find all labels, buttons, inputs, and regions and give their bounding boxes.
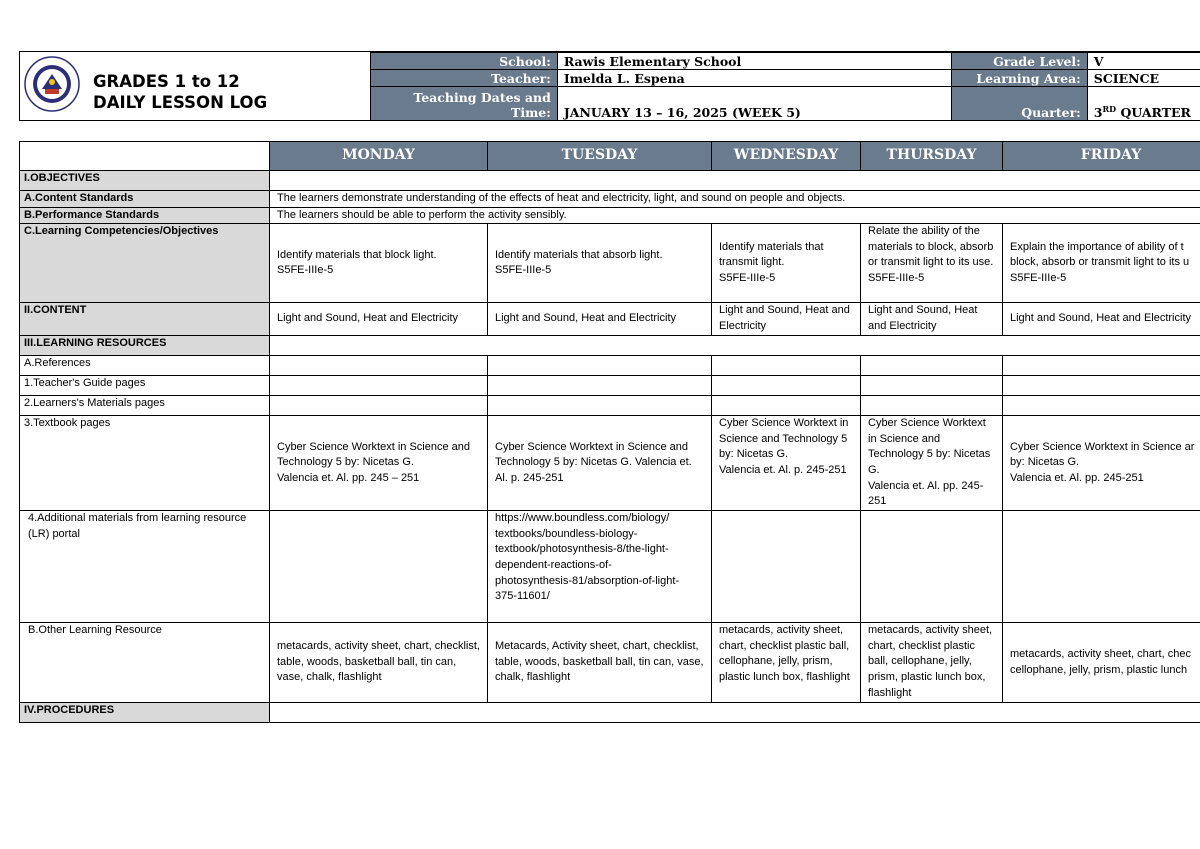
performance-standards-row <box>20 207 1200 224</box>
quarter-label: Quarter: <box>952 87 1087 121</box>
learning-area-value: SCIENCE <box>1087 70 1200 87</box>
teacher-label: Teacher: <box>371 70 558 87</box>
competency-thursday: Relate the ability of the materials to block, absorb or transmit light to its use. S5FE-IIIe-5 <box>861 224 1003 303</box>
textbook-tuesday: Cyber Science Worktext in Science and Technology 5 by: Nicetas G. Valencia et. Al. p. 245-251 <box>488 416 712 511</box>
competency-friday: Explain the importance of ability of t block, absorb or transmit light to its u S5FE-IIIe-5 <box>1003 224 1200 303</box>
other-resources-row <box>20 623 1200 703</box>
corner-cell <box>20 142 270 171</box>
additional-materials-row <box>20 511 1200 623</box>
textbook-row <box>20 416 1200 511</box>
teachers-guide-label: 1.Teacher's Guide pages <box>20 376 270 396</box>
performance-standards-label: B.Performance Standards <box>20 207 270 224</box>
references-label: A.References <box>20 356 270 376</box>
content-label: II.CONTENT <box>20 303 270 336</box>
teachers-guide-row <box>20 376 1200 396</box>
teacher-value: Imelda L. Espena <box>557 70 952 87</box>
textbook-thursday: Cyber Science Worktext in Science and Technology 5 by: Nicetas G. Valencia et. Al. pp. 245-251 <box>861 416 1003 511</box>
learning-area-label: Learning Area: <box>952 70 1087 87</box>
lesson-log-table <box>19 141 1200 723</box>
competencies-label: C.Learning Competencies/Objectives <box>20 224 270 303</box>
objectives-row <box>20 171 1200 191</box>
references-row <box>20 356 1200 376</box>
content-tuesday: Light and Sound, Heat and Electricity <box>488 303 712 336</box>
content-standards-row <box>20 191 1200 208</box>
competency-monday: Identify materials that block light. S5FE-IIIe-5 <box>270 224 488 303</box>
day-monday: MONDAY <box>270 142 488 171</box>
teaching-dates-label <box>371 87 558 121</box>
grade-level-label: Grade Level: <box>952 53 1087 70</box>
procedures-row <box>20 703 1200 723</box>
learning-resources-row <box>20 336 1200 356</box>
day-wednesday: WEDNESDAY <box>712 142 861 171</box>
day-thursday: THURSDAY <box>861 142 1003 171</box>
dll-header <box>19 51 1200 121</box>
other-resources-friday: metacards, activity sheet, chart, chec cellophane, jelly, prism, plastic lunch <box>1003 623 1200 703</box>
content-thursday: Light and Sound, Heat and Electricity <box>861 303 1003 336</box>
learners-materials-row <box>20 396 1200 416</box>
content-row <box>20 303 1200 336</box>
learning-resources-cell <box>270 336 1200 356</box>
competencies-row <box>20 224 1200 303</box>
content-friday: Light and Sound, Heat and Electricity <box>1003 303 1200 336</box>
content-wednesday: Light and Sound, Heat and Electricity <box>712 303 861 336</box>
learning-resources-label: III.LEARNING RESOURCES <box>20 336 270 356</box>
school-value: Rawis Elementary School <box>557 53 952 70</box>
textbook-wednesday: Cyber Science Worktext in Science and Technology 5 by: Nicetas G. Valencia et. Al. p. 245-251 <box>712 416 861 511</box>
objectives-label: I.OBJECTIVES <box>20 171 270 191</box>
procedures-cell <box>270 703 1200 723</box>
textbook-friday: Cyber Science Worktext in Science ar by: Nicetas G. Valencia et. Al. pp. 245-251 <box>1003 416 1200 511</box>
other-resources-label: B.Other Learning Resource <box>20 623 270 703</box>
other-resources-tuesday: Metacards, Activity sheet, chart, checklist, table, woods, basketball ball, tin can, vase, chalk, flashlight <box>488 623 712 703</box>
procedures-label: IV.PROCEDURES <box>20 703 270 723</box>
deped-seal-icon <box>24 56 80 112</box>
content-monday: Light and Sound, Heat and Electricity <box>270 303 488 336</box>
objectives-cell <box>270 171 1200 191</box>
day-header-row <box>20 142 1200 171</box>
additional-materials-tuesday-link[interactable]: https://www.boundless.com/biology/ textbooks/boundless-biology- textbook/photosynthesis-8/the-light- dependent-reactions-of- photosynthesis-81/absorption-of-light- 375-11601/ <box>488 511 712 623</box>
title-line-2: DAILY LESSON LOG <box>93 93 268 112</box>
header-info-table <box>370 52 1200 121</box>
school-label: School: <box>371 53 558 70</box>
other-resources-wednesday: metacards, activity sheet, chart, checklist plastic ball, cellophane, jelly, prism, plastic lunch box, flashlight <box>712 623 861 703</box>
textbook-label: 3.Textbook pages <box>20 416 270 511</box>
document-title <box>93 71 267 113</box>
textbook-monday: Cyber Science Worktext in Science and Technology 5 by: Nicetas G. Valencia et. Al. pp. 245 – 251 <box>270 416 488 511</box>
teaching-dates-value: JANUARY 13 – 16, 2025 (WEEK 5) <box>557 87 952 121</box>
learners-materials-label: 2.Learners's Materials pages <box>20 396 270 416</box>
title-line-1: GRADES 1 to 12 <box>93 72 240 91</box>
quarter-value: 3RD QUARTER <box>1087 87 1200 121</box>
content-standards-label: A.Content Standards <box>20 191 270 208</box>
other-resources-monday: metacards, activity sheet, chart, checklist, table, woods, basketball ball, tin can, vase, chalk, flashlight <box>270 623 488 703</box>
day-friday: FRIDAY <box>1003 142 1200 171</box>
teaching-dates-label-line-1: Teaching Dates and <box>413 90 551 105</box>
additional-materials-label: 4.Additional materials from learning resource (LR) portal <box>20 511 270 623</box>
competency-tuesday: Identify materials that absorb light. S5FE-IIIe-5 <box>488 224 712 303</box>
other-resources-thursday: metacards, activity sheet, chart, checklist plastic ball, cellophane, jelly, prism, plastic lunch box, flashlight <box>861 623 1003 703</box>
competency-wednesday: Identify materials that transmit light. S5FE-IIIe-5 <box>712 224 861 303</box>
grade-level-value: V <box>1087 53 1200 70</box>
content-standards-text: The learners demonstrate understanding of the effects of heat and electricity, light, and sound on people and objects. <box>270 191 1200 208</box>
teaching-dates-label-line-2: Time: <box>511 105 551 120</box>
day-tuesday: TUESDAY <box>488 142 712 171</box>
performance-standards-text: The learners should be able to perform the activity sensibly. <box>270 207 1200 224</box>
